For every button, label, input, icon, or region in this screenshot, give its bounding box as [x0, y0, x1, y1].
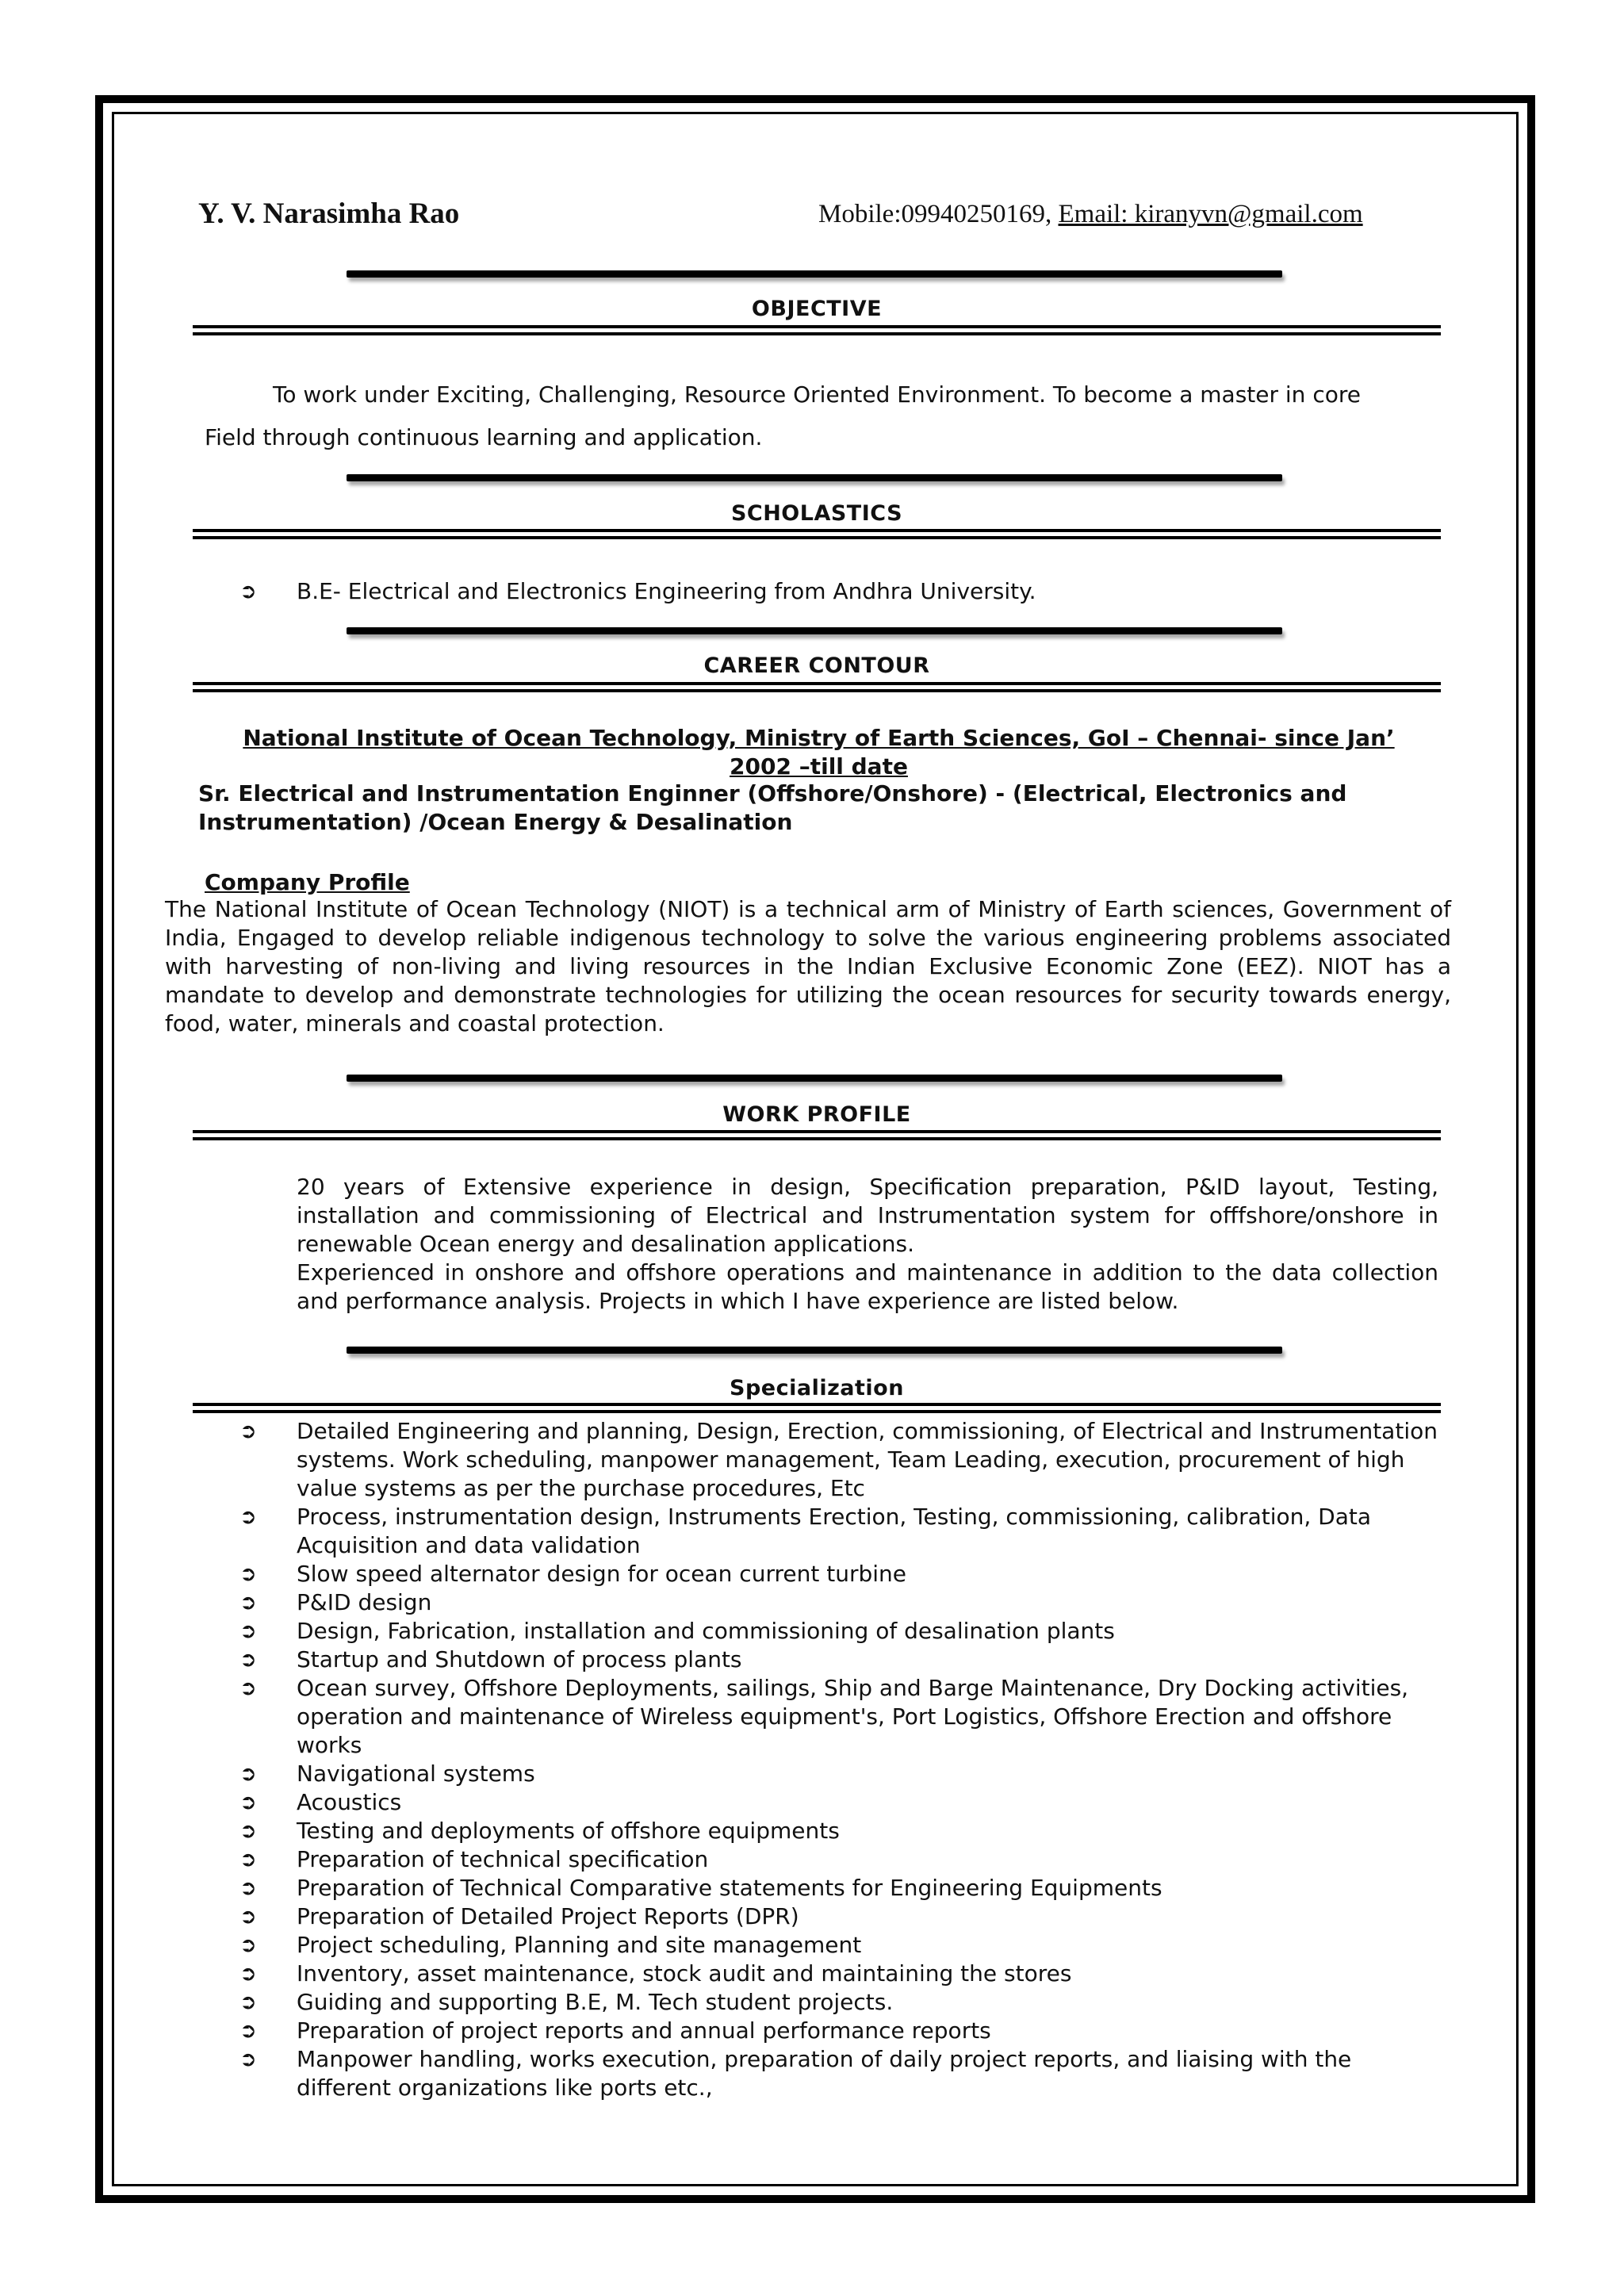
employer-title: National Institute of Ocean Technology, Ministry of Earth Sciences, GoI – Chennai- since Jan’ 2002 –till date — [243, 725, 1395, 780]
list-item: ➲ B.E- Electrical and Electronics Engineering from Andhra University. — [239, 578, 1036, 604]
work-profile-paragraph-2: Experienced in onshore and offshore operations and maintenance in addition to the data collection and performance analysis. Projects in which I have experience are listed below. — [297, 1259, 1438, 1314]
work-profile-paragraph-1: 20 years of Extensive experience in design, Specification preparation, P&ID layout, Testing, installation and commissioning of Electrical and Instrumentation system for offfshore/onshore in renewable Ocean energy and desalination applications. — [297, 1174, 1438, 1257]
list-item: ➲ Design, Fabrication, installation and commissioning of desalination plants — [239, 1618, 1115, 1644]
section-bar — [347, 1075, 1282, 1082]
arrow-bullet-icon: ➲ — [239, 1505, 257, 1529]
mobile-number: Mobile:09940250169, — [818, 200, 1052, 228]
section-divider — [193, 682, 1441, 692]
list-item: ➲ Acoustics — [239, 1789, 402, 1815]
list-item: ➲ Inventory, asset maintenance, stock audit and maintaining the stores — [239, 1960, 1072, 1987]
objective-line-2: Field through continuous learning and application. — [205, 424, 763, 450]
arrow-bullet-icon: ➲ — [239, 1848, 257, 1872]
arrow-bullet-icon: ➲ — [239, 1876, 257, 1900]
arrow-bullet-icon: ➲ — [239, 2048, 257, 2071]
arrow-bullet-icon: ➲ — [239, 2019, 257, 2043]
arrow-bullet-icon: ➲ — [239, 1676, 257, 1700]
arrow-bullet-icon: ➲ — [239, 1990, 257, 2014]
list-item: ➲ Navigational systems — [239, 1761, 535, 1787]
objective-line-1: To work under Exciting, Challenging, Resource Oriented Environment. To become a master in core — [273, 381, 1361, 408]
list-item: ➲ Preparation of Detailed Project Reports (DPR) — [239, 1903, 799, 1929]
list-item: ➲ Preparation of technical specification — [239, 1846, 709, 1872]
list-item: ➲ Process, instrumentation design, Instruments Erection, Testing, commissioning, calibration, Data Acquisition and data validation — [239, 1504, 1372, 1558]
list-item: ➲ P&ID design — [239, 1589, 432, 1615]
specialization-list — [238, 1417, 1443, 2102]
list-item: ➲ Slow speed alternator design for ocean current turbine — [239, 1561, 906, 1587]
section-heading-specialization: Specialization — [730, 1376, 904, 1400]
arrow-bullet-icon: ➲ — [239, 1619, 257, 1643]
arrow-bullet-icon: ➲ — [239, 1791, 257, 1814]
list-item: ➲ Guiding and supporting B.E, M. Tech student projects. — [239, 1989, 894, 2015]
section-heading-work-profile: WORK PROFILE — [722, 1102, 911, 1127]
list-item: ➲ Preparation of project reports and annual performance reports — [239, 2017, 991, 2044]
arrow-bullet-icon: ➲ — [239, 1962, 257, 1986]
scholastics-list — [238, 577, 1443, 606]
job-role: Sr. Electrical and Instrumentation Enginner (Offshore/Onshore) - (Electrical, Electronics and Instrumentation) /Ocean Energy & Desalination — [198, 780, 1347, 835]
list-item: ➲ Testing and deployments of offshore equipments — [239, 1818, 840, 1844]
arrow-bullet-icon: ➲ — [239, 1648, 257, 1672]
section-heading-objective: OBJECTIVE — [751, 297, 883, 321]
arrow-bullet-icon: ➲ — [239, 1819, 257, 1843]
arrow-bullet-icon: ➲ — [239, 1562, 257, 1586]
arrow-bullet-icon: ➲ — [239, 1933, 257, 1957]
arrow-bullet-icon: ➲ — [239, 1762, 257, 1786]
arrow-bullet-icon: ➲ — [239, 580, 257, 603]
list-item: ➲ Ocean survey, Offshore Deployments, sailings, Ship and Barge Maintenance, Dry Docking activities, operation and maintenance of Wireless equipment's, Port Logistics, Offshore Erection and offshore works — [239, 1675, 1409, 1758]
list-item: ➲ Manpower handling, works execution, preparation of daily project reports, and liaising with the different organizations like ports etc., — [239, 2046, 1352, 2101]
section-divider — [193, 325, 1441, 335]
list-item: ➲ Preparation of Technical Comparative statements for Engineering Equipments — [239, 1875, 1162, 1901]
section-divider — [193, 529, 1441, 539]
section-bar — [347, 270, 1282, 278]
section-bar — [347, 1347, 1282, 1354]
company-profile-label: Company Profile — [205, 869, 410, 895]
candidate-name: Y. V. Narasimha Rao — [198, 197, 460, 230]
arrow-bullet-icon: ➲ — [239, 1591, 257, 1615]
list-item: ➲ Detailed Engineering and planning, Design, Erection, commissioning, of Electrical and Instrumentation systems. Work scheduling, manpower management, Team Leading, execution, procurement of high value systems as per the purchase procedures, Etc — [239, 1418, 1438, 1501]
company-profile-text: The National Institute of Ocean Technology (NIOT) is a technical arm of Ministry of Earth sciences, Government of India, Engaged to develop reliable indigenous technology to solve the various engineering problems associated with harvesting of non-living and living resources in the Indian Exclusive Economic Zone (EEZ). NIOT has a mandate to develop and demonstrate technologies for utilizing the ocean resources for security towards energy, food, water, minerals and coastal protection. — [165, 896, 1451, 1036]
section-bar — [347, 627, 1282, 634]
arrow-bullet-icon: ➲ — [239, 1905, 257, 1929]
section-heading-career: CAREER CONTOUR — [703, 653, 930, 678]
arrow-bullet-icon: ➲ — [239, 1420, 257, 1443]
section-bar — [347, 474, 1282, 481]
email-address[interactable]: Email: kiranyvn@gmail.com — [1058, 200, 1363, 228]
contact-info — [818, 200, 1363, 229]
section-heading-scholastics: SCHOLASTICS — [730, 501, 903, 526]
section-divider — [193, 1403, 1441, 1413]
list-item: ➲ Startup and Shutdown of process plants — [239, 1646, 742, 1672]
list-item: ➲ Project scheduling, Planning and site management — [239, 1932, 862, 1958]
section-divider — [193, 1130, 1441, 1140]
